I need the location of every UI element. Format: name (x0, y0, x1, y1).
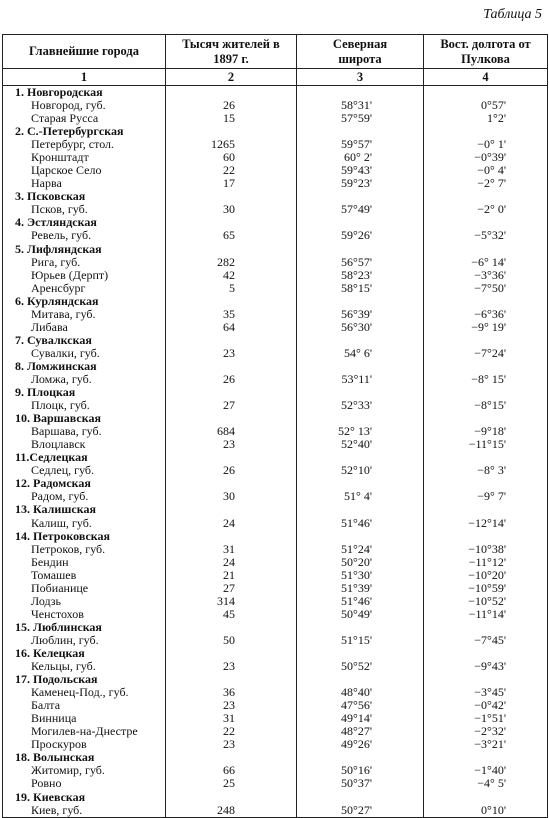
province-name: 15. Люблинская (3, 621, 166, 634)
city-name: Ломжа, губ. (3, 373, 166, 386)
latitude-cell: 59°43' (297, 164, 424, 177)
province-name: 3. Псковская (3, 190, 166, 203)
city-row (3, 595, 548, 608)
population-cell: 24 (166, 517, 297, 530)
city-name: Юрьев (Дерпт) (3, 269, 166, 282)
city-row (3, 517, 548, 530)
longitude-cell: 0°57' (424, 99, 548, 112)
longitude-cell: 1°2' (424, 112, 548, 125)
population-cell: 60 (166, 151, 297, 164)
city-row (3, 777, 548, 790)
city-name: Кельцы, губ. (3, 660, 166, 673)
city-row (3, 699, 548, 712)
longitude-cell: −10°20' (424, 569, 548, 582)
empty-cell (297, 86, 424, 100)
province-name: 18. Волынская (3, 751, 166, 764)
latitude-cell: 54° 6' (297, 347, 424, 360)
population-cell: 35 (166, 308, 297, 321)
col-header-population: Тысяч жителей в 1897 г. (166, 35, 297, 69)
province-name: 12. Радомская (3, 477, 166, 490)
longitude-cell: −7°45' (424, 634, 548, 647)
population-cell: 684 (166, 425, 297, 438)
population-cell: 15 (166, 112, 297, 125)
empty-cell (166, 334, 297, 347)
empty-cell (424, 503, 548, 516)
empty-cell (297, 334, 424, 347)
empty-cell (424, 86, 548, 100)
col-number-3: 3 (297, 69, 424, 86)
longitude-cell: −4° 5' (424, 777, 548, 790)
city-name: Псков, губ. (3, 203, 166, 216)
province-name: 7. Сувалкская (3, 334, 166, 347)
longitude-cell: −6° 14' (424, 256, 548, 269)
empty-cell (297, 295, 424, 308)
province-name: 9. Плоцкая (3, 386, 166, 399)
city-row (3, 764, 548, 777)
city-name: Калиш, губ. (3, 517, 166, 530)
latitude-cell: 52°10' (297, 464, 424, 477)
city-name: Каменец-Под., губ. (3, 686, 166, 699)
province-row (3, 530, 548, 543)
population-cell: 23 (166, 738, 297, 751)
latitude-cell: 51°15' (297, 634, 424, 647)
empty-cell (424, 530, 548, 543)
longitude-cell: −6°36' (424, 308, 548, 321)
empty-cell (424, 295, 548, 308)
city-row (3, 556, 548, 569)
longitude-cell: −2° 7' (424, 177, 548, 190)
latitude-cell: 50°37' (297, 777, 424, 790)
longitude-cell: −11°12' (424, 556, 548, 569)
cities-table (2, 34, 548, 818)
population-cell: 314 (166, 595, 297, 608)
population-cell: 22 (166, 164, 297, 177)
city-row (3, 608, 548, 621)
city-name: Седлец, губ. (3, 464, 166, 477)
city-name: Проскуров (3, 738, 166, 751)
city-row (3, 373, 548, 386)
province-row (3, 243, 548, 256)
population-cell: 5 (166, 282, 297, 295)
province-name: 10. Варшавская (3, 412, 166, 425)
city-name: Варшава, губ. (3, 425, 166, 438)
latitude-cell: 49°14' (297, 712, 424, 725)
population-cell: 65 (166, 229, 297, 242)
city-name: Радом, губ. (3, 490, 166, 503)
latitude-cell: 50°49' (297, 608, 424, 621)
population-cell: 30 (166, 203, 297, 216)
longitude-cell: −1°40' (424, 764, 548, 777)
population-cell: 23 (166, 347, 297, 360)
city-name: Митава, губ. (3, 308, 166, 321)
city-name: Ревель, губ. (3, 229, 166, 242)
latitude-cell: 50°27' (297, 804, 424, 818)
city-name: Лодзь (3, 595, 166, 608)
latitude-cell: 51°46' (297, 595, 424, 608)
longitude-cell: −9°43' (424, 660, 548, 673)
latitude-cell: 53°11' (297, 373, 424, 386)
table-body (3, 86, 548, 818)
latitude-cell: 52°33' (297, 399, 424, 412)
longitude-cell: −7°50' (424, 282, 548, 295)
latitude-cell: 58°15' (297, 282, 424, 295)
city-name: Кронштадт (3, 151, 166, 164)
population-cell: 17 (166, 177, 297, 190)
population-cell: 31 (166, 543, 297, 556)
city-name: Киев, губ. (3, 804, 166, 818)
col-header-cities: Главнейшие города (3, 35, 166, 69)
latitude-cell: 51° 4' (297, 490, 424, 503)
province-name: 2. С.-Петербургская (3, 125, 166, 138)
city-row (3, 347, 548, 360)
city-row (3, 164, 548, 177)
longitude-cell: −1°51' (424, 712, 548, 725)
col-header-latitude: Северная широта (297, 35, 424, 69)
latitude-cell: 51°30' (297, 569, 424, 582)
latitude-cell: 57°49' (297, 203, 424, 216)
city-name: Петроков, губ. (3, 543, 166, 556)
population-cell: 1265 (166, 138, 297, 151)
population-cell: 282 (166, 256, 297, 269)
latitude-cell: 48°40' (297, 686, 424, 699)
province-name: 17. Подольская (3, 673, 166, 686)
city-name: Либава (3, 321, 166, 334)
longitude-cell: −8° 15' (424, 373, 548, 386)
city-name: Житомир, губ. (3, 764, 166, 777)
empty-cell (297, 790, 424, 803)
col-number-4: 4 (424, 69, 548, 86)
longitude-cell: −0° 1' (424, 138, 548, 151)
city-name: Царское Село (3, 164, 166, 177)
empty-cell (166, 621, 297, 634)
latitude-cell: 59°26' (297, 229, 424, 242)
city-name: Побианице (3, 582, 166, 595)
latitude-cell: 58°23' (297, 269, 424, 282)
population-cell: 36 (166, 686, 297, 699)
longitude-cell: −3°36' (424, 269, 548, 282)
city-row (3, 256, 548, 269)
city-name: Балта (3, 699, 166, 712)
population-cell: 23 (166, 660, 297, 673)
city-row (3, 634, 548, 647)
city-row (3, 321, 548, 334)
latitude-cell: 51°39' (297, 582, 424, 595)
city-row (3, 282, 548, 295)
population-cell: 66 (166, 764, 297, 777)
city-name: Ровно (3, 777, 166, 790)
longitude-cell: −10°59' (424, 582, 548, 595)
latitude-cell: 56°30' (297, 321, 424, 334)
latitude-cell: 48°27' (297, 725, 424, 738)
population-cell: 26 (166, 99, 297, 112)
latitude-cell: 58°31' (297, 99, 424, 112)
col-header-longitude: Вост. долгота от Пулкова (424, 35, 548, 69)
city-name: Ченстохов (3, 608, 166, 621)
longitude-cell: −9° 19' (424, 321, 548, 334)
longitude-cell: −5°32' (424, 229, 548, 242)
population-cell: 25 (166, 777, 297, 790)
province-row (3, 621, 548, 634)
longitude-cell: −3°45' (424, 686, 548, 699)
column-number-row (3, 69, 548, 86)
city-row (3, 686, 548, 699)
population-cell: 23 (166, 699, 297, 712)
province-name: 19. Киевская (3, 790, 166, 803)
latitude-cell: 50°16' (297, 764, 424, 777)
population-cell: 42 (166, 269, 297, 282)
city-name: Влоцлавск (3, 438, 166, 451)
city-row (3, 229, 548, 242)
empty-cell (166, 86, 297, 100)
population-cell: 45 (166, 608, 297, 621)
longitude-cell: −2°32' (424, 725, 548, 738)
latitude-cell: 57°59' (297, 112, 424, 125)
province-name: 16. Келецкая (3, 647, 166, 660)
city-name: Рига, губ. (3, 256, 166, 269)
empty-cell (166, 530, 297, 543)
longitude-cell: −9°18' (424, 425, 548, 438)
city-name: Петербург, стол. (3, 138, 166, 151)
empty-cell (297, 243, 424, 256)
longitude-cell: −12°14' (424, 517, 548, 530)
population-cell: 26 (166, 373, 297, 386)
latitude-cell: 50°20' (297, 556, 424, 569)
province-name: 6. Курляндская (3, 295, 166, 308)
city-row (3, 804, 548, 818)
province-row (3, 334, 548, 347)
population-cell: 248 (166, 804, 297, 818)
province-row (3, 86, 548, 100)
latitude-cell: 47°56' (297, 699, 424, 712)
city-name: Люблин, губ. (3, 634, 166, 647)
empty-cell (297, 503, 424, 516)
city-row (3, 582, 548, 595)
city-row (3, 308, 548, 321)
longitude-cell: −10°38' (424, 543, 548, 556)
longitude-cell: −9° 7' (424, 490, 548, 503)
province-name: 14. Петроковская (3, 530, 166, 543)
population-cell: 30 (166, 490, 297, 503)
city-row (3, 269, 548, 282)
city-name: Бендин (3, 556, 166, 569)
city-name: Старая Русса (3, 112, 166, 125)
longitude-cell: −8°15' (424, 399, 548, 412)
col-number-2: 2 (166, 69, 297, 86)
population-cell: 24 (166, 556, 297, 569)
province-name: 1. Новгородская (3, 86, 166, 100)
longitude-cell: −7°24' (424, 347, 548, 360)
longitude-cell: −0°39' (424, 151, 548, 164)
city-name: Новгород, губ. (3, 99, 166, 112)
empty-cell (297, 621, 424, 634)
population-cell: 27 (166, 399, 297, 412)
province-name: 4. Эстляндская (3, 216, 166, 229)
city-name: Аренсбург (3, 282, 166, 295)
population-cell: 22 (166, 725, 297, 738)
empty-cell (424, 621, 548, 634)
latitude-cell: 52°40' (297, 438, 424, 451)
latitude-cell: 50°52' (297, 660, 424, 673)
population-cell: 64 (166, 321, 297, 334)
longitude-cell: −10°52' (424, 595, 548, 608)
population-cell: 27 (166, 582, 297, 595)
empty-cell (424, 243, 548, 256)
city-name: Винница (3, 712, 166, 725)
latitude-cell: 49°26' (297, 738, 424, 751)
latitude-cell: 56°57' (297, 256, 424, 269)
latitude-cell: 51°46' (297, 517, 424, 530)
province-row (3, 503, 548, 516)
city-name: Могилев-на-Днестре (3, 725, 166, 738)
province-name: 13. Калишская (3, 503, 166, 516)
header-row (3, 35, 548, 69)
empty-cell (166, 243, 297, 256)
longitude-cell: 0°10' (424, 804, 548, 818)
latitude-cell: 59°23' (297, 177, 424, 190)
city-name: Томашев (3, 569, 166, 582)
latitude-cell: 52° 13' (297, 425, 424, 438)
population-cell: 26 (166, 464, 297, 477)
longitude-cell: −0° 4' (424, 164, 548, 177)
latitude-cell: 59°57' (297, 138, 424, 151)
province-name: 11.Седлецкая (3, 451, 166, 464)
city-name: Плоцк, губ. (3, 399, 166, 412)
city-row (3, 569, 548, 582)
latitude-cell: 60° 2' (297, 151, 424, 164)
empty-cell (424, 334, 548, 347)
empty-cell (424, 790, 548, 803)
province-row (3, 790, 548, 803)
population-cell: 21 (166, 569, 297, 582)
population-cell: 23 (166, 438, 297, 451)
province-name: 5. Лифляндская (3, 243, 166, 256)
latitude-cell: 56°39' (297, 308, 424, 321)
empty-cell (166, 790, 297, 803)
longitude-cell: −11°14' (424, 608, 548, 621)
longitude-cell: −2° 0' (424, 203, 548, 216)
city-name: Нарва (3, 177, 166, 190)
empty-cell (166, 503, 297, 516)
longitude-cell: −8° 3' (424, 464, 548, 477)
longitude-cell: −0°42' (424, 699, 548, 712)
table-number-caption: Таблица 5 (483, 7, 542, 22)
population-cell: 31 (166, 712, 297, 725)
longitude-cell: −3°21' (424, 738, 548, 751)
col-number-1: 1 (3, 69, 166, 86)
city-row (3, 543, 548, 556)
empty-cell (297, 530, 424, 543)
population-cell: 50 (166, 634, 297, 647)
province-name: 8. Ломжинская (3, 360, 166, 373)
province-row (3, 295, 548, 308)
city-name: Сувалки, губ. (3, 347, 166, 360)
empty-cell (166, 295, 297, 308)
longitude-cell: −11°15' (424, 438, 548, 451)
latitude-cell: 51°24' (297, 543, 424, 556)
